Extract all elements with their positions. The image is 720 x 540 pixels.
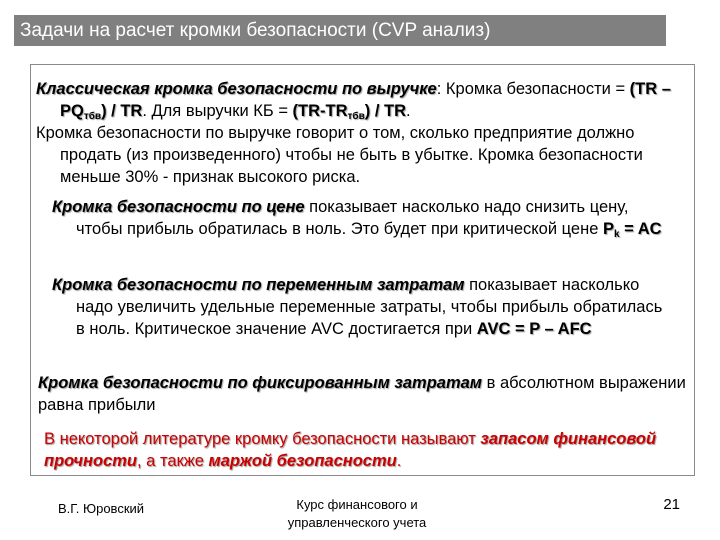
text-fragment: в абсолютном выражении равна прибыли — [38, 374, 686, 414]
text-fragment: В некоторой литературе кромку безопасности называют — [44, 430, 481, 448]
paragraph-price-margin — [52, 196, 672, 246]
term-revenue-margin: Классическая кромка безопасности по выручке — [36, 80, 437, 98]
term-fixed-cost-margin: Кромка безопасности по фиксированным затратам — [38, 374, 483, 392]
text-fragment: показывает насколько надо снизить цену, чтобы прибыль обратилась в ноль. Это будет при критической цене — [76, 198, 629, 238]
formula-fragment: ) / TR — [101, 102, 143, 120]
text-fragment: . Для выручки КБ = — [142, 102, 293, 120]
formula-fragment: (TR – PQ — [60, 80, 671, 120]
formula-fragment: P — [602, 220, 614, 238]
paragraph-revenue-margin — [36, 78, 696, 128]
formula-subscript: k — [614, 229, 620, 240]
paragraph-variable-cost-margin — [52, 274, 672, 340]
slide-title: Задачи на расчет кромки безопасности (CVP анализ) — [20, 20, 491, 41]
formula-fragment: = AC — [619, 220, 662, 238]
formula-fragment: AVC = P – AFC — [476, 320, 592, 338]
text-fragment: . — [396, 452, 402, 470]
text-fragment: показывает насколько надо увеличить удельные переменные затраты, чтобы прибыль обратилась в ноль. Критическое значение AVC достигается при — [76, 276, 663, 338]
formula-fragment: ) / TR — [364, 102, 407, 120]
formula-fragment: (TR-TR — [292, 102, 348, 120]
paragraph-alternative-names — [44, 428, 694, 472]
term-financial-strength-reserve: запасом финансовой прочности — [44, 430, 657, 470]
term-variable-cost-margin: Кромка безопасности по переменным затратам — [52, 276, 465, 294]
term-price-margin: Кромка безопасности по цене — [52, 198, 305, 216]
text-fragment: . — [406, 102, 411, 120]
slide-title-bar — [14, 15, 666, 46]
footer-author: В.Г. Юровский — [58, 501, 145, 516]
page-number: 21 — [663, 496, 680, 513]
footer-course: Курс финансового и управленческого учета — [287, 497, 427, 530]
term-safety-margin: маржой безопасности — [208, 452, 397, 470]
text-fragment: , а также — [137, 452, 209, 470]
formula-subscript: тбв — [83, 111, 102, 122]
formula-subscript: тбв — [347, 111, 365, 122]
text-fragment: : Кромка безопасности = — [436, 80, 630, 98]
paragraph-revenue-explanation: Кромка безопасности по выручке говорит о том, сколько предприятие должно продать (из произведенного) чтобы не быть в убытке. Кромка безопасности меньше 30% - признак высокого риска. — [36, 124, 643, 186]
paragraph-fixed-cost-margin — [38, 372, 688, 416]
